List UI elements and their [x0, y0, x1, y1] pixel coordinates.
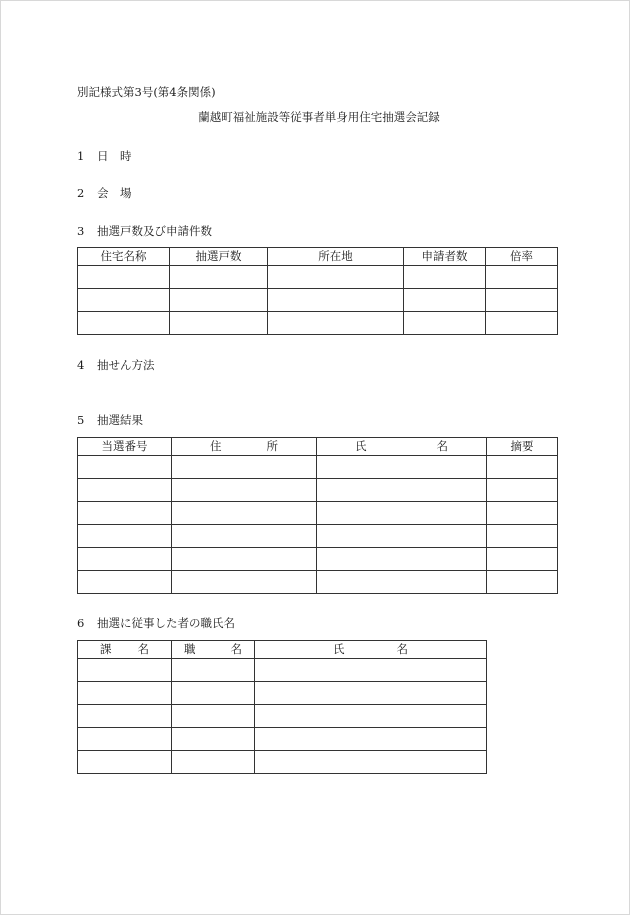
document-title: 蘭越町福祉施設等従事者単身用住宅抽選会記録	[198, 110, 440, 124]
staff-header-name: 氏 名	[255, 641, 487, 659]
table-row	[78, 728, 487, 751]
section-staff-number: 6	[77, 616, 85, 630]
result-header-remarks: 摘要	[487, 438, 558, 456]
form-number: 別記様式第3号(第4条関係)	[77, 85, 216, 99]
section-venue-label: 会 場	[97, 186, 132, 200]
section-date-number: 1	[77, 149, 85, 163]
result-table	[77, 437, 558, 594]
table-row	[78, 479, 558, 502]
table-row	[78, 705, 487, 728]
section-date	[77, 151, 132, 163]
section-units-number: 3	[77, 224, 85, 238]
section-result	[77, 415, 143, 427]
table-row	[78, 266, 558, 289]
table-row	[78, 456, 558, 479]
section-method	[77, 360, 155, 372]
section-units-label: 抽選戸数及び申請件数	[97, 224, 212, 238]
section-staff	[77, 618, 235, 630]
staff-table-header-row	[78, 641, 487, 659]
table-row	[78, 312, 558, 335]
staff-table	[77, 640, 487, 774]
table-row	[78, 502, 558, 525]
table-row	[78, 682, 487, 705]
units-header-ratio: 倍率	[486, 248, 558, 266]
result-header-name: 氏 名	[317, 438, 487, 456]
staff-header-position: 職 名	[172, 641, 255, 659]
table-row	[78, 525, 558, 548]
section-method-label: 抽せん方法	[97, 358, 155, 372]
table-row	[78, 571, 558, 594]
section-date-label: 日 時	[97, 149, 132, 163]
table-row	[78, 659, 487, 682]
section-staff-label: 抽選に従事した者の職氏名	[97, 616, 235, 630]
units-table	[77, 247, 558, 335]
units-header-applicants: 申請者数	[404, 248, 486, 266]
section-method-number: 4	[77, 358, 85, 372]
section-result-number: 5	[77, 413, 85, 427]
units-header-lottery-count: 抽選戸数	[170, 248, 268, 266]
result-table-header-row	[78, 438, 558, 456]
units-header-location: 所在地	[268, 248, 404, 266]
section-result-label: 抽選結果	[97, 413, 143, 427]
result-header-address: 住 所	[172, 438, 317, 456]
units-table-header-row	[78, 248, 558, 266]
table-row	[78, 289, 558, 312]
section-venue	[77, 188, 132, 200]
section-units	[77, 226, 212, 238]
units-header-house-name: 住宅名称	[78, 248, 170, 266]
table-row	[78, 751, 487, 774]
result-header-winning-number: 当選番号	[78, 438, 172, 456]
section-venue-number: 2	[77, 186, 85, 200]
table-row	[78, 548, 558, 571]
staff-header-section: 課 名	[78, 641, 172, 659]
